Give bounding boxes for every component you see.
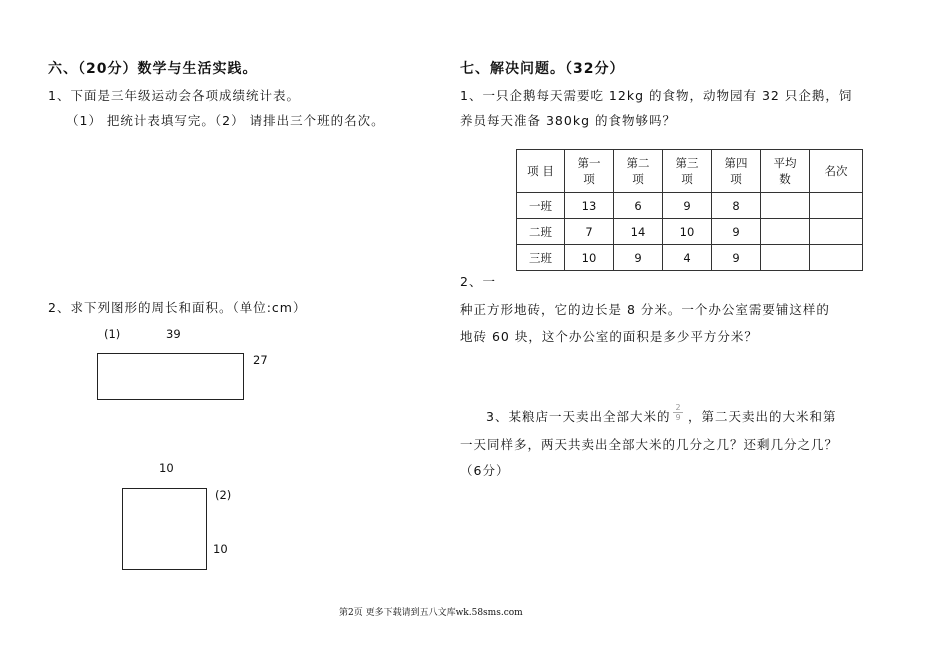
page-footer: 第2页 更多下载请到五八文库wk.58sms.com xyxy=(339,608,523,618)
table-cell: 4 xyxy=(663,245,712,271)
section6-title: 六、（20分）数学与生活实践。 xyxy=(48,61,258,77)
table-cell: 6 xyxy=(614,193,663,219)
table-header-cell: 平均 数 xyxy=(761,150,810,193)
table-cell: 10 xyxy=(663,219,712,245)
problem-3-line-2: 一天同样多，两天共卖出全部大米的几分之几？还剩几分之几？ xyxy=(460,437,839,452)
table-cell: 8 xyxy=(712,193,761,219)
fraction-numerator: 2 xyxy=(675,403,681,412)
table-cell: 10 xyxy=(565,245,614,271)
figure-2-width-label: 10 xyxy=(159,461,174,475)
figure-1-rectangle xyxy=(97,353,244,400)
problem-2-line-2: 地砖 60 块，这个办公室的面积是多少平方分米？ xyxy=(460,329,758,344)
question-1-subparts: （1） 把统计表填写完。（2） 请排出三个班的名次。 xyxy=(66,113,385,128)
table-cell: 三班 xyxy=(517,245,565,271)
table-header-cell: 第二 项 xyxy=(614,150,663,193)
table-cell xyxy=(761,193,810,219)
table-cell xyxy=(761,219,810,245)
table-row xyxy=(517,245,863,271)
table-cell xyxy=(761,245,810,271)
problem-2-number: 2、一 xyxy=(460,274,496,289)
problem-2-line-1: 种正方形地砖，它的边长是 8 分米。一个办公室需要铺这样的 xyxy=(460,302,830,317)
table-row xyxy=(517,193,863,219)
table-header-cell: 第三 项 xyxy=(663,150,712,193)
problem-1-line-2: 养员每天准备 380kg 的食物够吗？ xyxy=(460,113,676,128)
table-header-cell: 第四 项 xyxy=(712,150,761,193)
question-2-text: 2、求下列图形的周长和面积。（单位:cm） xyxy=(48,300,307,315)
fraction-two-ninths xyxy=(673,403,683,422)
figure-1-height-label: 27 xyxy=(253,353,268,367)
table-cell: 13 xyxy=(565,193,614,219)
figure-1-width-label: 39 xyxy=(166,327,181,341)
figure-2-height-label: 10 xyxy=(213,542,228,556)
table-cell: 二班 xyxy=(517,219,565,245)
table-cell: 9 xyxy=(663,193,712,219)
table-header-cell: 项 目 xyxy=(517,150,565,193)
table-row xyxy=(517,219,863,245)
table-cell: 一班 xyxy=(517,193,565,219)
table-cell: 9 xyxy=(712,219,761,245)
figure-1-label: (1) xyxy=(104,327,121,341)
figure-2-label: (2) xyxy=(215,488,232,502)
table-header-row xyxy=(517,150,863,193)
problem-3-line-1-prefix: 3、某粮店一天卖出全部大米的 xyxy=(486,409,671,424)
table-header-cell: 第一 项 xyxy=(565,150,614,193)
question-1-text: 1、下面是三年级运动会各项成绩统计表。 xyxy=(48,88,300,103)
table-cell: 14 xyxy=(614,219,663,245)
figure-2-square xyxy=(122,488,207,570)
table-cell xyxy=(810,245,863,271)
fraction-denominator: 9 xyxy=(673,412,683,422)
score-table xyxy=(516,149,863,271)
problem-3-score: （6分） xyxy=(460,463,510,478)
problem-3-line-1-suffix: ，第二天卖出的大米和第 xyxy=(688,409,837,424)
table-cell xyxy=(810,193,863,219)
section7-title: 七、解决问题。（32分） xyxy=(460,61,625,77)
table-cell: 9 xyxy=(712,245,761,271)
table-header-cell: 名次 xyxy=(810,150,863,193)
table-cell: 7 xyxy=(565,219,614,245)
table-cell: 9 xyxy=(614,245,663,271)
problem-1-line-1: 1、一只企鹅每天需要吃 12kg 的食物，动物园有 32 只企鹅，饲 xyxy=(460,88,853,103)
table-cell xyxy=(810,219,863,245)
